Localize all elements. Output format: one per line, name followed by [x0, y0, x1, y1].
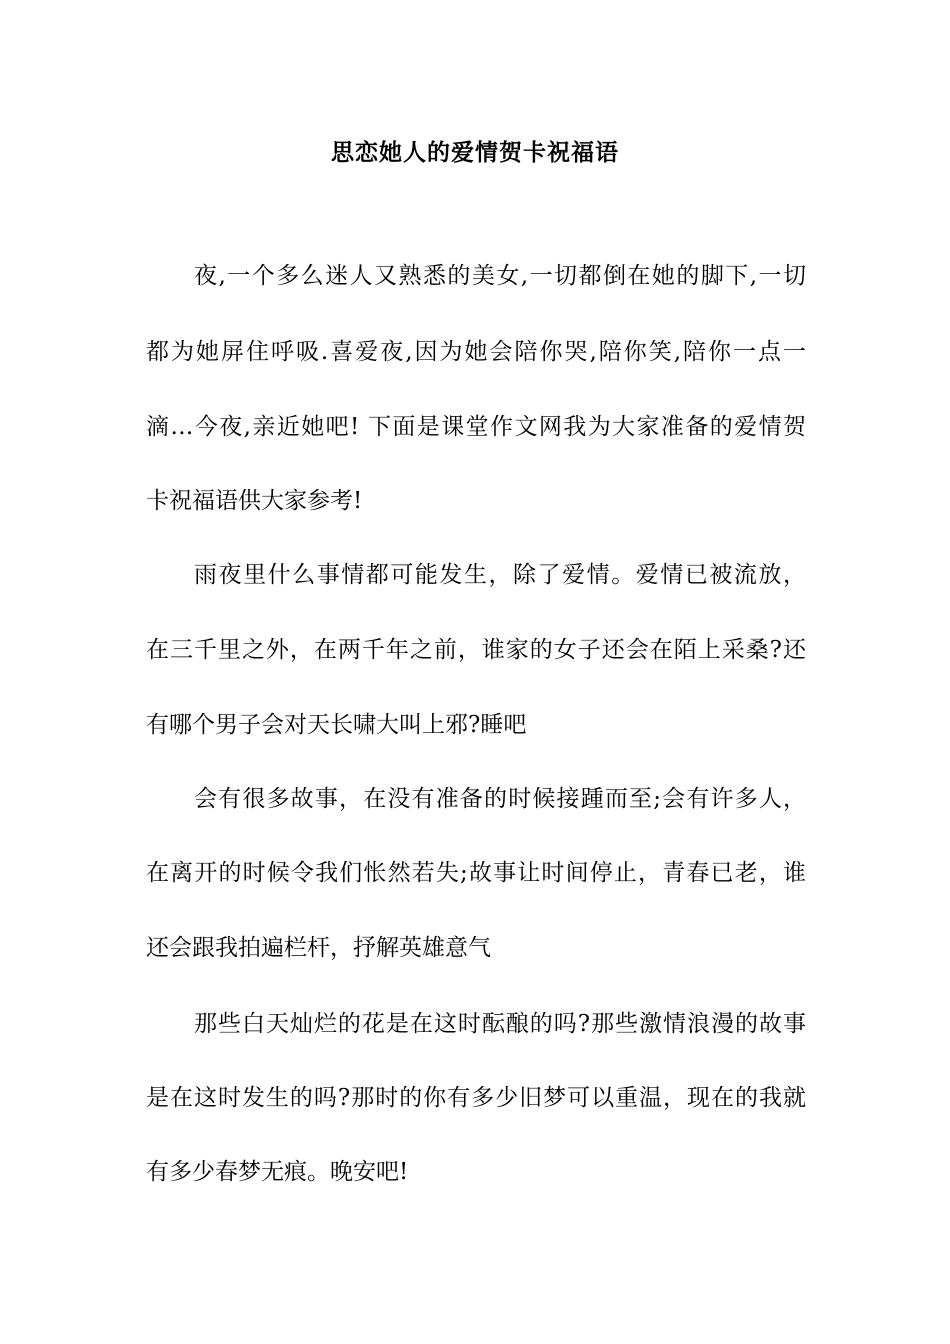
document-title: 思恋她人的爱情贺卡祝福语: [331, 139, 619, 166]
paragraph-4-line-2: 是在这时发生的吗?那时的你有多少旧梦可以重温，现在的我就: [146, 1085, 806, 1111]
paragraph-3-line-2: 在离开的时候令我们怅然若失;故事让时间停止，青春已老，谁: [146, 860, 806, 886]
paragraph-4-line-3: 有多少春梦无痕。晚安吧!: [146, 1159, 409, 1185]
paragraph-3-line-3: 还会跟我拍遍栏杆，抒解英雄意气: [146, 935, 491, 961]
paragraph-2-line-1: 雨夜里什么事情都可能发生，除了爱情。爱情已被流放，: [194, 562, 806, 588]
paragraph-3-line-1: 会有很多故事，在没有准备的时候接踵而至;会有许多人，: [194, 786, 806, 812]
paragraph-4-line-1: 那些白天灿烂的花是在这时酝酿的吗?那些激情浪漫的故事: [194, 1011, 806, 1037]
paragraph-1-line-2: 都为她屏住呼吸.喜爱夜,因为她会陪你哭,陪你笑,陪你一点一: [146, 339, 806, 365]
paragraph-1-line-4: 卡祝福语供大家参考!: [146, 488, 363, 514]
paragraph-1-line-1: 夜,一个多么迷人又熟悉的美女,一切都倒在她的脚下,一切: [194, 263, 806, 289]
paragraph-1-line-3: 滴…今夜,亲近她吧! 下面是课堂作文网我为大家准备的爱情贺: [146, 414, 806, 440]
paragraph-2-line-2: 在三千里之外，在两千年之前，谁家的女子还会在陌上采桑?还: [146, 637, 806, 663]
paragraph-2-line-3: 有哪个男子会对天长啸大叫上邪?睡吧: [146, 712, 527, 738]
